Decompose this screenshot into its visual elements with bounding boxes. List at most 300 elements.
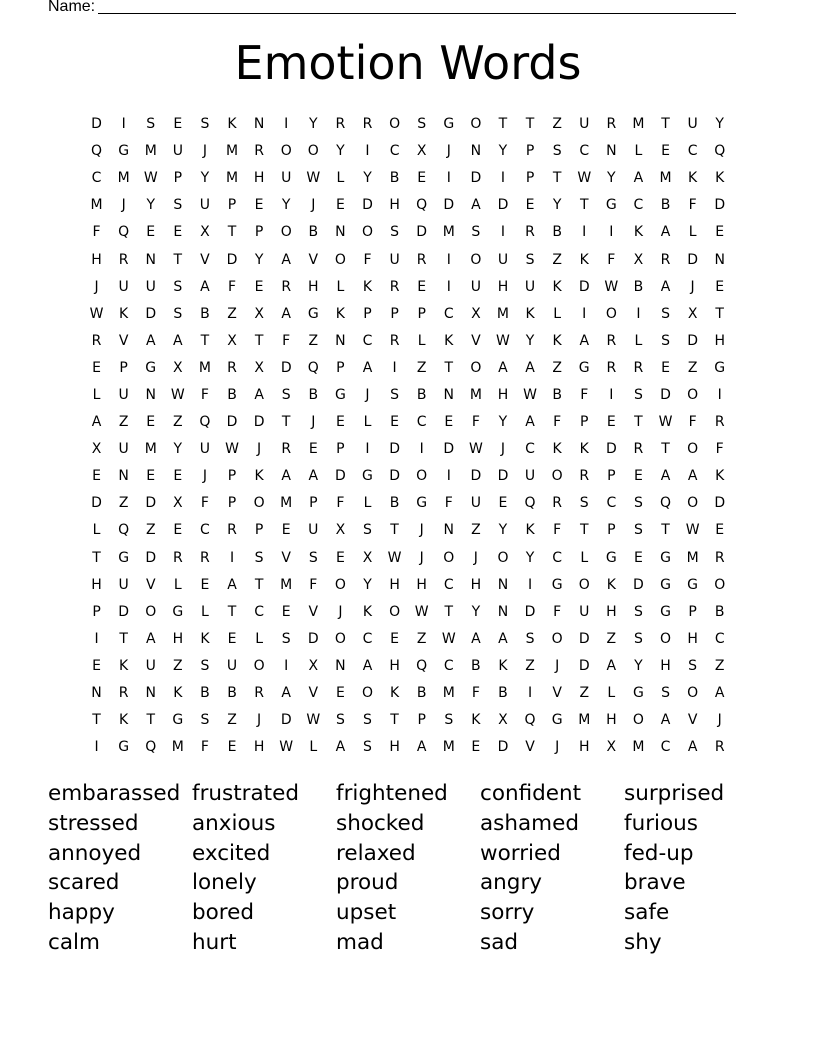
grid-letter: I — [284, 657, 289, 674]
grid-letter: I — [94, 739, 99, 756]
grid-letter: B — [389, 170, 400, 187]
grid-letter: T — [146, 712, 156, 729]
name-blank-line — [98, 12, 736, 14]
grid-letter: A — [227, 576, 237, 593]
grid-letter: O — [307, 143, 319, 160]
grid-row — [83, 599, 733, 626]
grid-letter: G — [660, 549, 671, 566]
grid-letter: Q — [660, 495, 672, 512]
grid-letter: Q — [145, 739, 157, 756]
grid-letter: D — [280, 359, 292, 376]
grid-letter: H — [606, 712, 617, 729]
grid-letter: I — [419, 441, 424, 458]
grid-letter: S — [444, 712, 454, 729]
grid-letter: M — [659, 170, 672, 187]
grid-letter: R — [525, 224, 535, 241]
grid-letter: C — [552, 549, 563, 566]
grid-letter: Y — [200, 170, 210, 187]
grid-letter: B — [552, 224, 562, 241]
grid-letter: M — [632, 116, 645, 133]
grid-letter: K — [471, 712, 481, 729]
grid-letter: M — [686, 549, 699, 566]
grid-letter: O — [578, 576, 590, 593]
grid-letter: J — [121, 197, 126, 214]
grid-letter: T — [552, 170, 562, 187]
grid-letter: Z — [714, 657, 725, 674]
grid-letter: K — [688, 170, 698, 187]
grid-letter: S — [363, 739, 372, 756]
grid-letter: Q — [524, 495, 536, 512]
grid-letter: N — [91, 685, 102, 702]
grid-letter: D — [335, 468, 346, 485]
grid-letter: T — [661, 441, 670, 458]
grid-letter: W — [306, 712, 321, 729]
grid-letter: R — [227, 359, 237, 376]
grid-letter: Z — [606, 630, 617, 647]
grid-letter: U — [470, 278, 481, 295]
grid-letter: E — [498, 495, 508, 512]
grid-letter: W — [441, 630, 456, 647]
grid-letter: G — [172, 712, 184, 729]
grid-letter: E — [471, 739, 481, 756]
grid-letter: C — [633, 197, 644, 214]
grid-letter: L — [580, 549, 589, 566]
grid-letter: X — [200, 224, 210, 241]
grid-letter: L — [363, 495, 372, 512]
grid-letter: Z — [552, 116, 562, 133]
grid-letter: D — [226, 251, 238, 268]
grid-letter: S — [308, 549, 318, 566]
grid-letter: W — [496, 332, 510, 349]
grid-letter: U — [579, 603, 590, 620]
grid-letter: Z — [227, 712, 237, 729]
grid-letter: Q — [416, 657, 428, 674]
grid-letter: K — [715, 468, 725, 485]
grid-letter: E — [227, 739, 237, 756]
grid-letter: B — [498, 685, 508, 702]
grid-letter: D — [687, 332, 698, 349]
grid-letter: B — [227, 685, 237, 702]
grid-letter: K — [200, 630, 210, 647]
grid-letter: Y — [607, 170, 616, 187]
grid-letter: X — [173, 359, 183, 376]
grid-letter: A — [335, 739, 346, 756]
grid-letter: P — [607, 468, 616, 485]
grid-letter: K — [579, 251, 589, 268]
grid-letter: E — [390, 630, 399, 647]
grid-letter: P — [525, 143, 535, 160]
grid-letter: R — [606, 359, 617, 376]
grid-letter: Z — [687, 359, 698, 376]
grid-letter: W — [387, 549, 402, 566]
grid-letter: L — [173, 576, 182, 593]
grid-letter: E — [254, 278, 264, 295]
grid-letter: D — [118, 603, 130, 620]
grid-letter: N — [335, 224, 346, 241]
grid-letter: D — [145, 495, 157, 512]
grid-letter: E — [227, 630, 237, 647]
grid-letter: A — [660, 712, 671, 729]
grid-row — [83, 653, 733, 680]
grid-letter: V — [308, 603, 319, 620]
grid-letter: V — [118, 332, 129, 349]
grid-letter: A — [579, 332, 590, 349]
grid-letter: W — [685, 522, 700, 539]
grid-letter: W — [523, 386, 537, 403]
grid-letter: W — [604, 278, 619, 295]
grid-letter: T — [173, 251, 183, 268]
grid-letter: R — [714, 549, 725, 566]
grid-letter: A — [660, 224, 671, 241]
grid-letter: V — [687, 712, 698, 729]
grid-letter: M — [578, 712, 591, 729]
grid-letter: I — [446, 468, 451, 485]
grid-letter: O — [687, 495, 699, 512]
grid-letter: F — [200, 386, 209, 403]
grid-letter: E — [173, 224, 183, 241]
grid-letter: H — [687, 630, 698, 647]
grid-letter: I — [527, 576, 533, 593]
grid-letter: S — [173, 197, 183, 214]
grid-letter: D — [307, 630, 319, 647]
grid-letter: O — [687, 685, 699, 702]
grid-letter: W — [658, 414, 673, 431]
grid-letter: X — [471, 305, 481, 322]
grid-letter: G — [334, 386, 346, 403]
grid-letter: D — [280, 712, 292, 729]
grid-letter: J — [690, 278, 695, 295]
grid-letter: S — [200, 657, 210, 674]
grid-letter: C — [579, 143, 590, 160]
grid-letter: K — [227, 116, 237, 133]
grid-letter: L — [255, 630, 264, 647]
grid-letter: D — [470, 468, 482, 485]
grid-letter: S — [525, 251, 535, 268]
grid-letter: L — [634, 143, 643, 160]
grid-letter: G — [687, 576, 699, 593]
grid-letter: O — [551, 468, 563, 485]
grid-letter: R — [416, 251, 427, 268]
grid-letter: A — [416, 739, 427, 756]
grid-letter: U — [687, 116, 698, 133]
grid-letter: O — [334, 576, 346, 593]
grid-letter: F — [363, 251, 372, 268]
grid-letter: A — [471, 630, 481, 647]
grid-letter: D — [253, 414, 265, 431]
grid-letter: T — [254, 576, 264, 593]
grid-letter: M — [171, 739, 184, 756]
grid-letter: U — [118, 441, 129, 458]
grid-letter: F — [553, 414, 562, 431]
grid-letter: J — [555, 657, 560, 674]
word-bank-item: calm — [48, 929, 100, 955]
grid-letter: F — [688, 414, 697, 431]
grid-row — [83, 626, 733, 653]
grid-letter: W — [143, 170, 158, 187]
grid-letter: M — [280, 576, 293, 593]
grid-letter: X — [227, 332, 237, 349]
grid-letter: O — [253, 495, 265, 512]
grid-letter: E — [146, 468, 156, 485]
grid-letter: C — [362, 332, 373, 349]
grid-letter: T — [444, 359, 454, 376]
grid-letter: R — [606, 116, 617, 133]
grid-letter: S — [471, 224, 481, 241]
grid-letter: O — [280, 143, 292, 160]
word-bank-item: annoyed — [48, 840, 142, 866]
grid-letter: R — [633, 441, 644, 458]
grid-letter: S — [200, 712, 210, 729]
grid-letter: I — [582, 224, 587, 241]
grid-letter: R — [389, 332, 400, 349]
grid-letter: O — [605, 305, 617, 322]
word-bank-item: frustrated — [192, 781, 299, 806]
grid-letter: W — [468, 441, 483, 458]
grid-letter: I — [609, 386, 614, 403]
grid-letter: R — [606, 332, 617, 349]
grid-letter: Y — [146, 197, 156, 214]
grid-letter: A — [525, 414, 535, 431]
grid-letter: T — [227, 224, 237, 241]
grid-letter: Z — [308, 332, 319, 349]
grid-letter: R — [172, 549, 183, 566]
grid-letter: V — [145, 576, 156, 593]
grid-letter: T — [661, 522, 670, 539]
grid-letter: G — [632, 685, 644, 702]
grid-letter: A — [281, 685, 291, 702]
name-label: Name: — [48, 0, 96, 15]
grid-letter: O — [497, 549, 509, 566]
grid-letter: N — [470, 143, 482, 160]
grid-letter: K — [579, 441, 589, 458]
word-bank-item: brave — [624, 870, 686, 896]
grid-letter: T — [390, 522, 399, 539]
grid-letter: B — [227, 386, 237, 403]
grid-letter: J — [257, 441, 262, 458]
grid-letter: A — [145, 332, 156, 349]
grid-letter: Y — [173, 441, 183, 458]
word-bank-item: embarassed — [48, 781, 181, 806]
grid-letter: J — [717, 712, 722, 729]
grid-letter: M — [632, 739, 645, 756]
grid-row — [83, 219, 733, 246]
grid-letter: H — [660, 657, 671, 674]
grid-letter: U — [579, 116, 590, 133]
grid-letter: N — [253, 116, 265, 133]
grid-letter: O — [470, 116, 482, 133]
grid-letter: H — [497, 386, 509, 403]
grid-letter: F — [444, 495, 453, 512]
grid-letter: R — [552, 495, 562, 512]
grid-letter: X — [362, 549, 373, 566]
grid-letter: N — [443, 386, 454, 403]
grid-letter: H — [578, 739, 590, 756]
grid-letter: D — [714, 197, 726, 214]
grid-letter: L — [92, 386, 101, 403]
grid-letter: U — [470, 495, 481, 512]
word-bank-item: safe — [624, 900, 670, 926]
grid-letter: A — [687, 468, 698, 485]
grid-letter: D — [497, 197, 509, 214]
grid-letter: D — [470, 170, 482, 187]
grid-letter: O — [361, 224, 373, 241]
grid-letter: O — [714, 576, 726, 593]
grid-letter: U — [524, 468, 536, 485]
grid-letter: U — [172, 143, 183, 160]
grid-letter: F — [309, 576, 318, 593]
grid-letter: O — [334, 630, 346, 647]
grid-letter: C — [91, 170, 102, 187]
grid-letter: O — [145, 603, 157, 620]
word-bank-item: furious — [624, 810, 698, 836]
grid-letter: P — [417, 305, 426, 322]
grid-letter: T — [661, 116, 670, 133]
grid-letter: H — [172, 630, 184, 647]
grid-letter: H — [497, 278, 509, 295]
word-bank-item: confident — [480, 781, 582, 806]
grid-letter: A — [145, 630, 156, 647]
grid-letter: N — [714, 251, 725, 268]
grid-letter: L — [363, 414, 372, 431]
grid-row — [83, 246, 733, 273]
grid-letter: R — [579, 468, 590, 485]
grid-letter: I — [365, 143, 370, 160]
grid-letter: A — [281, 305, 291, 322]
grid-letter: D — [687, 251, 698, 268]
word-bank-item: shy — [624, 929, 662, 955]
grid-letter: G — [605, 549, 617, 566]
grid-letter: B — [660, 197, 671, 214]
grid-letter: U — [308, 522, 319, 539]
grid-row — [83, 517, 733, 544]
grid-row — [83, 463, 733, 490]
grid-letter: H — [389, 739, 400, 756]
grid-letter: N — [497, 576, 509, 593]
grid-letter: A — [308, 468, 319, 485]
grid-letter: V — [552, 685, 562, 702]
grid-letter: K — [335, 305, 345, 322]
grid-letter: I — [446, 170, 451, 187]
grid-letter: U — [199, 197, 211, 214]
grid-letter: P — [363, 305, 372, 322]
word-search-grid — [83, 111, 733, 761]
grid-letter: B — [714, 603, 725, 620]
grid-letter: H — [91, 576, 102, 593]
grid-letter: Q — [307, 359, 319, 376]
grid-letter: P — [390, 305, 399, 322]
grid-letter: X — [606, 739, 617, 756]
grid-letter: O — [334, 251, 346, 268]
grid-letter: K — [119, 657, 129, 674]
grid-letter: S — [633, 386, 643, 403]
grid-letter: S — [173, 305, 183, 322]
grid-letter: E — [715, 522, 725, 539]
grid-letter: M — [280, 495, 293, 512]
grid-letter: M — [117, 170, 130, 187]
word-bank-item: lonely — [192, 870, 257, 896]
word-bank — [48, 779, 768, 958]
grid-letter: X — [633, 251, 644, 268]
grid-letter: O — [470, 251, 482, 268]
grid-letter: J — [94, 278, 99, 295]
grid-letter: A — [362, 657, 373, 674]
grid-letter: E — [254, 197, 264, 214]
grid-row — [83, 409, 733, 436]
grid-letter: Z — [579, 685, 590, 702]
grid-letter: Y — [525, 549, 535, 566]
grid-letter: L — [553, 305, 562, 322]
grid-letter: I — [446, 278, 451, 295]
grid-letter: M — [144, 143, 157, 160]
grid-row — [83, 734, 733, 761]
grid-letter: K — [119, 712, 129, 729]
grid-letter: R — [254, 685, 264, 702]
grid-row — [83, 436, 733, 463]
grid-letter: D — [362, 197, 373, 214]
grid-letter: S — [633, 630, 643, 647]
grid-letter: Q — [91, 143, 103, 160]
grid-letter: Q — [118, 224, 130, 241]
grid-letter: J — [311, 414, 316, 431]
grid-letter: L — [634, 332, 643, 349]
grid-row — [83, 138, 733, 165]
grid-letter: T — [498, 116, 508, 133]
grid-letter: B — [308, 224, 319, 241]
word-bank-item: frightened — [336, 781, 448, 806]
grid-letter: U — [118, 278, 129, 295]
grid-letter: O — [632, 712, 644, 729]
grid-letter: Z — [525, 657, 535, 674]
grid-letter: R — [118, 251, 129, 268]
grid-letter: J — [500, 441, 506, 458]
grid-letter: U — [226, 657, 238, 674]
grid-letter: N — [118, 468, 129, 485]
grid-letter: D — [497, 739, 509, 756]
grid-letter: O — [389, 116, 401, 133]
grid-letter: Q — [714, 143, 726, 160]
grid-letter: G — [416, 495, 428, 512]
grid-letter: I — [229, 549, 235, 566]
word-bank-item: ashamed — [480, 810, 579, 836]
page-title: Emotion Words — [234, 36, 582, 90]
grid-row — [83, 382, 733, 409]
grid-letter: U — [389, 251, 400, 268]
grid-letter: K — [606, 576, 616, 593]
grid-letter: A — [525, 359, 535, 376]
grid-letter: R — [660, 251, 671, 268]
grid-letter: K — [715, 170, 725, 187]
grid-letter: O — [280, 224, 292, 241]
grid-letter: V — [525, 739, 535, 756]
grid-letter: W — [577, 170, 592, 187]
grid-letter: D — [416, 224, 428, 241]
grid-letter: F — [553, 522, 562, 539]
grid-letter: K — [173, 685, 183, 702]
grid-letter: Y — [254, 251, 264, 268]
grid-letter: A — [714, 685, 725, 702]
grid-letter: T — [444, 603, 454, 620]
grid-letter: S — [417, 116, 427, 133]
grid-letter: E — [335, 549, 345, 566]
grid-letter: A — [200, 278, 210, 295]
grid-letter: K — [362, 278, 373, 295]
grid-letter: I — [717, 386, 722, 403]
word-bank-item: anxious — [192, 810, 276, 836]
grid-letter: H — [389, 197, 400, 214]
grid-letter: E — [335, 414, 345, 431]
grid-letter: B — [389, 495, 400, 512]
grid-letter: J — [202, 143, 207, 160]
